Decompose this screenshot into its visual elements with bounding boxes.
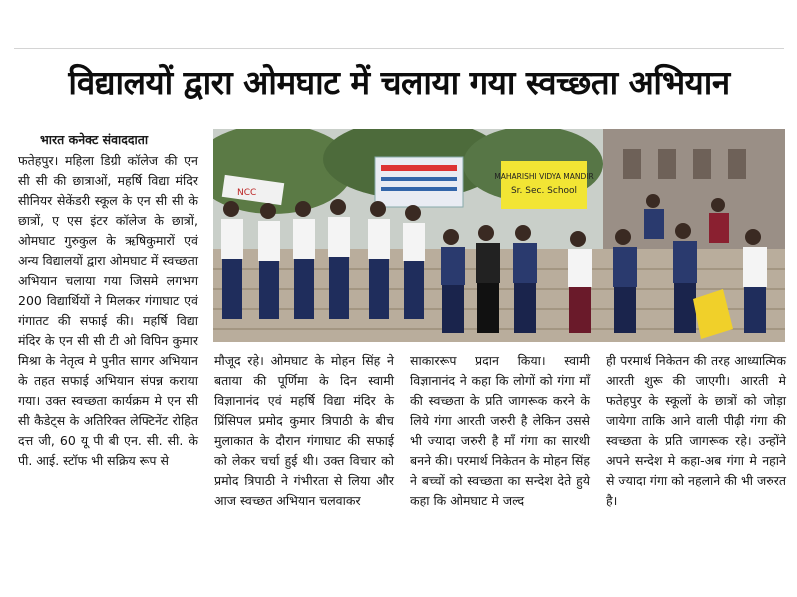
article-column-4 bbox=[606, 351, 786, 511]
bottom-cut-strip bbox=[0, 540, 797, 550]
top-rule bbox=[14, 48, 784, 49]
article-column-2 bbox=[214, 351, 394, 511]
article-column-3 bbox=[410, 351, 590, 511]
headline: विद्यालयों द्वारा ओमघाट में चलाया गया स्वच्छता अभियान bbox=[68, 63, 730, 102]
banner-right-line2: Sr. Sec. School bbox=[510, 186, 578, 196]
column-3-text: साकाररूप प्रदान किया। स्वामी विज्ञानानंद ने कहा कि लोगों को गंगा माँ की स्वच्छता के प्रति जागरूक करने के लिये गंगा आरती जरुरी है लेकिन उससे भी ज्यादा जरुरी है माँ गंगा का सारथी बनने की। परमार्थ निकेतन के मोहन सिंह ने बच्चों को स्वच्छता का सन्देश देते हुये कहा कि ओमघाट मे जल्द bbox=[410, 353, 590, 508]
news-photo bbox=[213, 129, 785, 342]
column-2-text: मौजूद रहे। ओमघाट के मोहन सिंह ने बताया की पूर्णिमा के दिन स्वामी विज्ञानानंद एवं महर्षि विद्या मंदिर के प्रिंसिपल प्रमोद कुमार त्रिपाठी के बीच मुलाकात के दौरान गंगाघाट की सफाई को लेकर चर्चा हुई थी। उक्त विचार को प्रमोद त्रिपाठी ने गंभीरता से लिया और आज स्वच्छत अभियान चलवाकर bbox=[214, 353, 394, 508]
article-column-1 bbox=[18, 151, 198, 471]
column-1-text: फतेहपुर। महिला डिग्री कॉलेज की एन सी सी की छात्राओं, महर्षि विद्या मंदिर सीनियर सेकेंडरी स्कूल के एन सी सी के छात्रों, ए एस इंटर कॉलेज के छात्रों, ओमघाट गुरुकुल के ऋषिकुमारों एवं अन्य विद्यालयों द्वारा ओमघाट में स्वच्छता अभियान चलाया गया जिसमे लगभग 200 विद्यार्थियों ने मिलकर गंगाघाट एवं गंगातट की सफाई की। महर्षि विद्या मंदिर के एन सी सी टी ओ विपिन कुमार मिश्रा के नेतृत्व मे पुनीत सागर अभियान के तहत सफाई अभियान संपन्न कराया गया। उक्त स्वच्छता कार्यक्रम मे एन सी सी कैडेट्स के अतिरिक्त लेफ्टिनेंट रोहित दत्त जी, 60 यू पी बी एन. सी. सी. के पी. आई. स्टॉफ भी सक्रिय रूप से bbox=[18, 153, 198, 468]
banner-left-text: NCC bbox=[237, 188, 257, 198]
byline: भारत कनेक्ट संवाददाता bbox=[40, 132, 149, 147]
banner-right-line1: MAHARISHI VIDYA MANDIR bbox=[494, 172, 594, 181]
column-4-text: ही परमार्थ निकेतन की तरह आध्यात्मिक आरती शुरू की जाएगी। आरती मे फतेहपुर के स्कूलों के छात्रों को जोड़ा जायेगा ताकि आने वाली पीढ़ी गंगा की स्वच्छता के प्रति जागरूक रहे। उन्होंने अपने सन्देश मे कहा-अब गंगा मे नहाने से ज्यादा गंगा को नहलाने की भी जरुरत है। bbox=[606, 353, 787, 508]
